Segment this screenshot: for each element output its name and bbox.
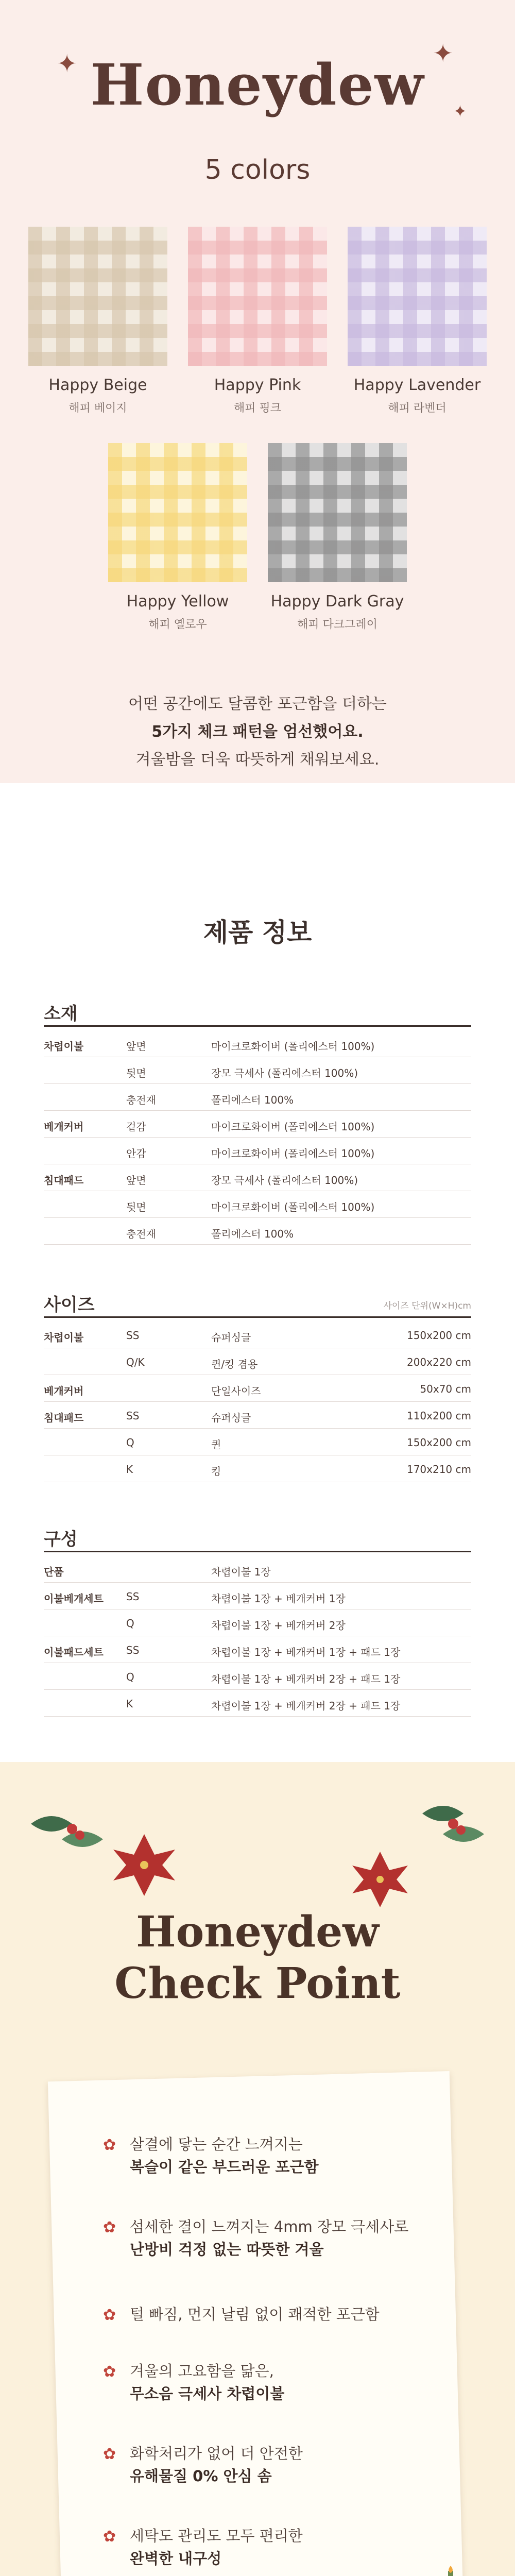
table-row — [44, 1057, 471, 1084]
table-cell: 베개커버 — [44, 1385, 84, 1397]
table-cell: 마이크로화이버 (폴리에스터 100%) — [211, 1147, 375, 1160]
table-cell: 충전재 — [126, 1094, 156, 1106]
table-cell: 장모 극세사 (폴리에스터 100%) — [211, 1174, 358, 1187]
table-cell: 170x210 cm — [406, 1463, 471, 1476]
table-cell: 차렵이불 1장 — [211, 1566, 271, 1578]
table-cell: 단품 — [44, 1566, 64, 1578]
table-row — [44, 1663, 471, 1690]
table-cell: SS — [126, 1590, 140, 1603]
swatch-name-kr: 해피 다크그레이 — [297, 618, 377, 631]
divider — [44, 1025, 471, 1027]
desc-line: 어떤 공간에도 달콤한 포근함을 더하는 — [128, 695, 387, 713]
hero-section — [0, 0, 515, 783]
swatch-name-kr: 해피 베이지 — [68, 402, 127, 415]
flower-icon: ✿ — [103, 2136, 116, 2154]
divider — [44, 1551, 471, 1552]
table-cell: 50x70 cm — [420, 1383, 471, 1395]
table-row — [44, 1690, 471, 1717]
table-cell: Q — [126, 1617, 134, 1630]
sparkle-icon: ✦ — [453, 101, 467, 121]
hero-title: Honeydew — [90, 52, 425, 118]
table-row — [44, 1348, 471, 1375]
check-point-text: 겨울의 고요함을 닮은, 무소음 극세사 차렵이불 — [130, 2362, 285, 2402]
table-row — [44, 1583, 471, 1609]
table-cell: K — [126, 1463, 133, 1476]
holly-left-icon — [31, 1816, 103, 1847]
table-row — [44, 1556, 471, 1583]
table-row — [44, 1321, 471, 1348]
table-cell: Q — [126, 1436, 134, 1449]
swatch-name: Happy Yellow — [126, 592, 229, 611]
holly-decoration — [0, 1793, 515, 1911]
check-point-text: 섬세한 결이 느껴지는 4mm 장모 극세사로 난방비 걱정 없는 따뜻한 겨울 — [130, 2218, 409, 2258]
swatch-name-kr: 해피 핑크 — [233, 402, 281, 415]
sparkle-icon: ✦ — [57, 49, 78, 78]
table-row — [44, 1375, 471, 1402]
table-cell: 차렵이불 1장 + 베개커버 2장 + 패드 1장 — [211, 1673, 401, 1685]
desc-line: 겨울밤을 더욱 따뜻하게 채워보세요. — [135, 751, 380, 769]
hero-subtitle: 5 colors — [204, 155, 311, 185]
size-title: 사이즈 — [44, 1295, 95, 1315]
table-row — [44, 1111, 471, 1138]
composition-title: 구성 — [44, 1529, 78, 1550]
check-point-text: 화학처리가 없어 더 안전한 유해물질 0% 안심 솜 — [130, 2445, 303, 2485]
table-cell: 폴리에스터 100% — [211, 1094, 294, 1106]
table-row — [44, 1402, 471, 1429]
info-title: 제품 정보 — [203, 918, 312, 947]
holly-right-icon — [422, 1806, 484, 1842]
table-cell: 슈퍼싱글 — [211, 1331, 251, 1344]
check-point-text: 살결에 닿는 순간 느껴지는 복슬이 같은 부드러운 포근함 — [130, 2136, 319, 2176]
table-cell: 차렵이불 1장 + 베개커버 1장 + 패드 1장 — [211, 1646, 401, 1658]
table-cell: 150x200 cm — [406, 1329, 471, 1342]
table-cell: 차렵이불 — [44, 1331, 84, 1344]
flower-icon: ✿ — [103, 2306, 116, 2324]
table-cell: 침대패드 — [44, 1412, 84, 1424]
divider — [44, 1316, 471, 1318]
table-cell: SS — [126, 1410, 140, 1422]
table-cell: 베개커버 — [44, 1121, 84, 1133]
table-cell: 차렵이불 1장 + 베개커버 1장 — [211, 1592, 346, 1605]
flower-icon: ✿ — [103, 2445, 116, 2463]
table-cell: 앞면 — [126, 1174, 146, 1187]
size-note: 사이즈 단위(W×H)cm — [383, 1301, 471, 1311]
material-title: 소재 — [44, 1004, 78, 1024]
table-cell: SS — [126, 1644, 140, 1656]
sparkle-icon: ✦ — [433, 39, 454, 68]
table-cell: K — [126, 1698, 133, 1710]
table-cell: 충전재 — [126, 1228, 156, 1240]
table-row — [44, 1609, 471, 1636]
table-row — [44, 1429, 471, 1455]
swatch-name: Happy Beige — [48, 376, 147, 394]
table-cell: 이불베개세트 — [44, 1592, 104, 1605]
table-row — [44, 1164, 471, 1191]
table-cell: 퀸/킹 겸용 — [211, 1358, 258, 1370]
table-cell: 폴리에스터 100% — [211, 1228, 294, 1240]
check-point-section — [0, 1762, 515, 2576]
table-cell: 단일사이즈 — [211, 1385, 261, 1397]
check-swatch — [108, 443, 247, 582]
table-cell: 킹 — [211, 1465, 221, 1478]
table-cell: 퀸 — [211, 1438, 221, 1451]
check-swatch — [348, 227, 487, 366]
table-row — [44, 1084, 471, 1111]
swatch-name: Happy Pink — [214, 376, 301, 394]
table-row — [44, 1218, 471, 1245]
table-row — [44, 1030, 471, 1057]
cupcake-icon — [371, 2566, 494, 2576]
check-swatch — [28, 227, 167, 366]
poinsettia-icon — [352, 1852, 408, 1907]
check-point-text: 털 빠짐, 먼지 날림 없이 쾌적한 포근함 — [130, 2306, 380, 2323]
table-cell: Q/K — [126, 1356, 145, 1368]
table-cell: 차렵이불 1장 + 베개커버 2장 — [211, 1619, 346, 1632]
table-cell: 이불패드세트 — [44, 1646, 104, 1658]
table-cell: 차렵이불 — [44, 1040, 84, 1053]
check-point-text: 세탁도 관리도 모두 편리한 완벽한 내구성 — [130, 2527, 303, 2567]
check-swatch — [268, 443, 407, 582]
swatch-name: Happy Lavender — [353, 376, 481, 394]
flower-icon: ✿ — [103, 2363, 116, 2381]
flower-icon: ✿ — [103, 2528, 116, 2546]
product-info-section — [0, 783, 515, 1762]
table-cell: 110x200 cm — [406, 1410, 471, 1422]
desc-line: 5가지 체크 패턴을 엄선했어요. — [151, 723, 364, 741]
table-row — [44, 1138, 471, 1164]
swatch-name-kr: 해피 옐로우 — [148, 618, 207, 631]
table-cell: 뒷면 — [126, 1201, 146, 1213]
table-cell: 200x220 cm — [406, 1356, 471, 1368]
table-cell: 차렵이불 1장 + 베개커버 2장 + 패드 1장 — [211, 1700, 401, 1712]
swatch-name: Happy Dark Gray — [270, 592, 404, 611]
table-cell: SS — [126, 1329, 140, 1342]
table-cell: 마이크로화이버 (폴리에스터 100%) — [211, 1201, 375, 1213]
swatch-name-kr: 해피 라벤더 — [388, 402, 447, 415]
table-cell: Q — [126, 1671, 134, 1683]
table-cell: 침대패드 — [44, 1174, 84, 1187]
check-swatch — [188, 227, 327, 366]
check-title: Honeydew Check Point — [114, 1907, 401, 2008]
table-cell: 장모 극세사 (폴리에스터 100%) — [211, 1067, 358, 1079]
table-cell: 슈퍼싱글 — [211, 1412, 251, 1424]
table-cell: 150x200 cm — [406, 1436, 471, 1449]
table-cell: 마이크로화이버 (폴리에스터 100%) — [211, 1040, 375, 1053]
flower-icon: ✿ — [103, 2218, 116, 2236]
table-row — [44, 1636, 471, 1663]
poinsettia-icon — [113, 1834, 175, 1896]
table-cell: 마이크로화이버 (폴리에스터 100%) — [211, 1121, 375, 1133]
hero-description — [0, 690, 515, 774]
table-cell: 안감 — [126, 1147, 146, 1160]
table-cell: 앞면 — [126, 1040, 146, 1053]
table-row — [44, 1191, 471, 1218]
table-cell: 겉감 — [126, 1121, 146, 1133]
table-cell: 뒷면 — [126, 1067, 146, 1079]
table-row — [44, 1455, 471, 1482]
